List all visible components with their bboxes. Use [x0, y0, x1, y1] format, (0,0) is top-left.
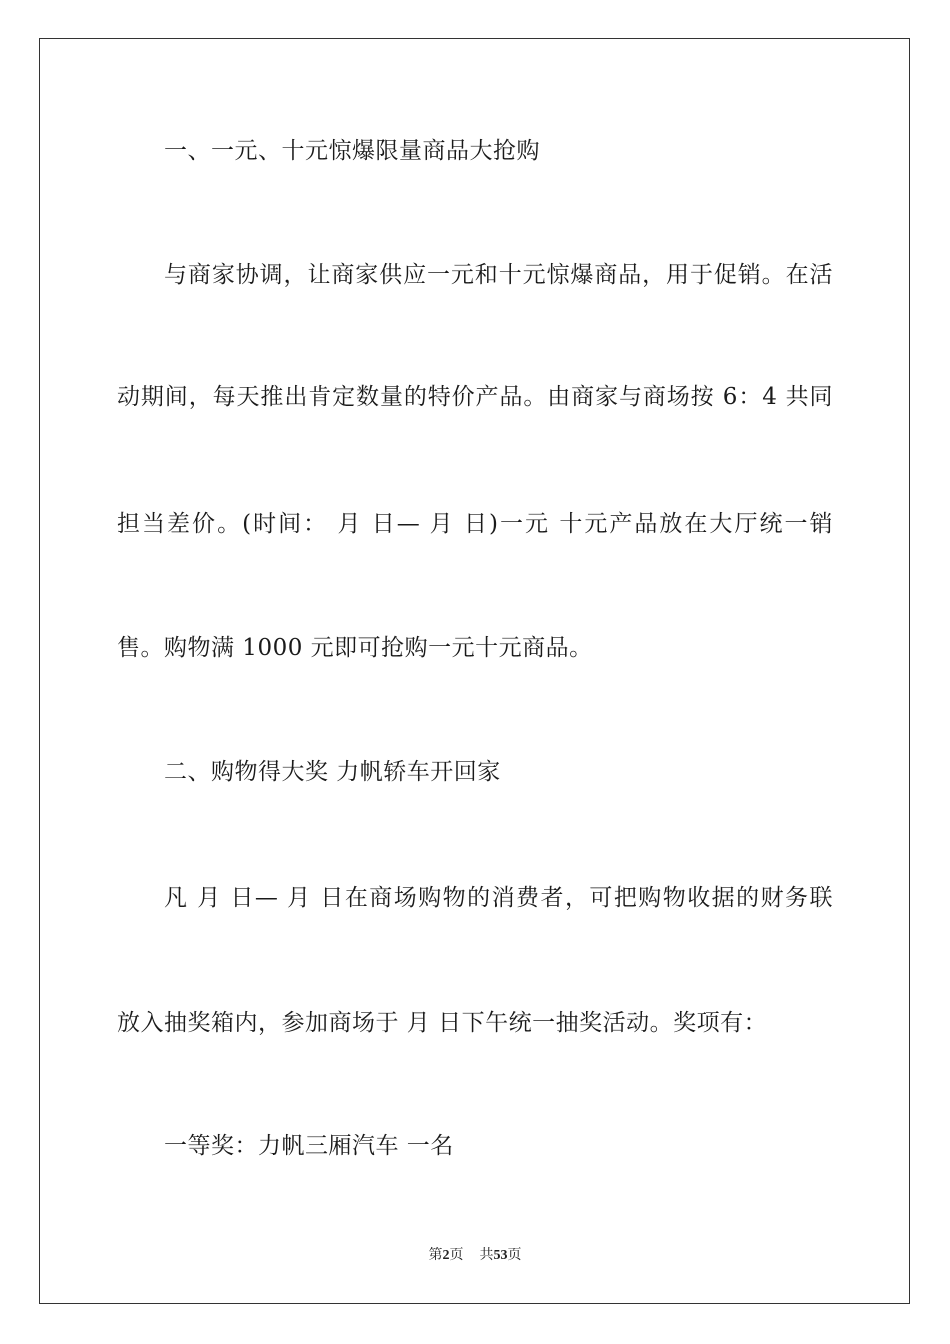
footer-total-pages: 53: [493, 1248, 508, 1263]
paragraph-1-line-4: 售。购物满 1000 元即可抢购一元十元商品。: [117, 635, 593, 661]
page-border: [39, 38, 910, 1304]
page-footer: [0, 1244, 950, 1264]
paragraph-1-line-1: 与商家协调，让商家供应一元和十元惊爆商品，用于促销。在活: [164, 262, 833, 288]
paragraph-2-line-1: 凡 月 日— 月 日在商场购物的消费者，可把购物收据的财务联: [164, 885, 833, 911]
section-heading-1: 一、一元、十元惊爆限量商品大抢购: [164, 138, 540, 164]
paragraph-1-line-2: 动期间，每天推出肯定数量的特价产品。由商家与商场按 6：4 共同: [117, 384, 833, 410]
footer-page-suffix: 页: [449, 1248, 464, 1263]
footer-page-number: 2: [442, 1248, 450, 1263]
footer-total-suffix: 页: [507, 1248, 522, 1263]
paragraph-2-line-2: 放入抽奖箱内，参加商场于 月 日下午统一抽奖活动。奖项有：: [117, 1010, 768, 1036]
footer-page-prefix: 第: [428, 1248, 443, 1263]
paragraph-1-line-3: 担当差价。(时间： 月 日— 月 日)一元 十元产品放在大厅统一销: [117, 511, 833, 537]
prize-first: 一等奖：力帆三厢汽车 一名: [164, 1133, 454, 1159]
section-heading-2: 二、购物得大奖 力帆轿车开回家: [164, 759, 501, 785]
footer-total-prefix: 共: [479, 1248, 494, 1263]
